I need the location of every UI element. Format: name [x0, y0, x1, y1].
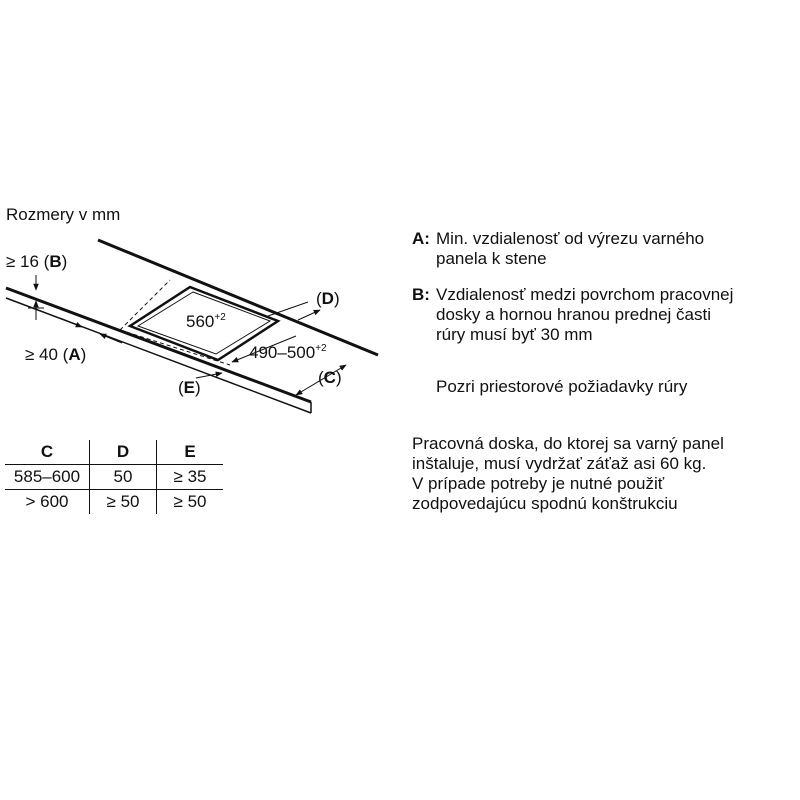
table-row — [5, 490, 223, 515]
table-cell: ≥ 50 — [90, 490, 157, 515]
table-header-d: D — [90, 440, 157, 465]
dim-c-label: (C) — [318, 368, 342, 387]
legend-text-a: Min. vzdialenosť od výrezu varného panela k stene — [436, 229, 705, 268]
dimension-table — [5, 440, 223, 514]
table-cell: ≥ 50 — [157, 490, 224, 515]
table-cell: 50 — [90, 465, 157, 490]
units-label: Rozmery v mm — [6, 205, 121, 224]
table-header-c: C — [5, 440, 90, 465]
dim-d-arrow — [298, 310, 320, 320]
dim-e-label: (E) — [178, 378, 201, 397]
load-note: Pracovná doska, do ktorej sa varný panel inštaluje, musí vydržať záťaž asi 60 kg. V prípade potreby je nutné použiť zodpovedajúcu spodnú konštrukciu — [412, 434, 724, 513]
table-cell: > 600 — [25, 492, 69, 511]
oven-requirements-note: Pozri priestorové požiadavky rúry — [436, 377, 688, 396]
cutout-width-label: $560^{+2}$ — [186, 312, 226, 331]
table-header-e: E — [157, 440, 224, 465]
cutout-depth-label: $490-500^{+2}$ — [249, 343, 327, 362]
dim-a-label: ≥ 40 (A) — [25, 345, 87, 364]
table-cell: ≥ 35 — [157, 465, 224, 490]
dim-a-arrow-left — [60, 318, 82, 327]
legend-text-b: Vzdialenosť medzi povrchom pracovnej dosky a hornou hranou prednej časti rúry musí byť 30 mm — [436, 285, 734, 344]
dim-b-label: ≥ 16 (B) — [6, 252, 68, 271]
legend-key-a: A: — [412, 229, 430, 248]
table-cell: 585–600 — [5, 465, 90, 490]
table-row — [5, 465, 223, 490]
legend-key-b: B: — [412, 285, 430, 304]
dim-a-arrow-right — [100, 334, 122, 343]
dim-d-label: (D) — [316, 289, 340, 308]
